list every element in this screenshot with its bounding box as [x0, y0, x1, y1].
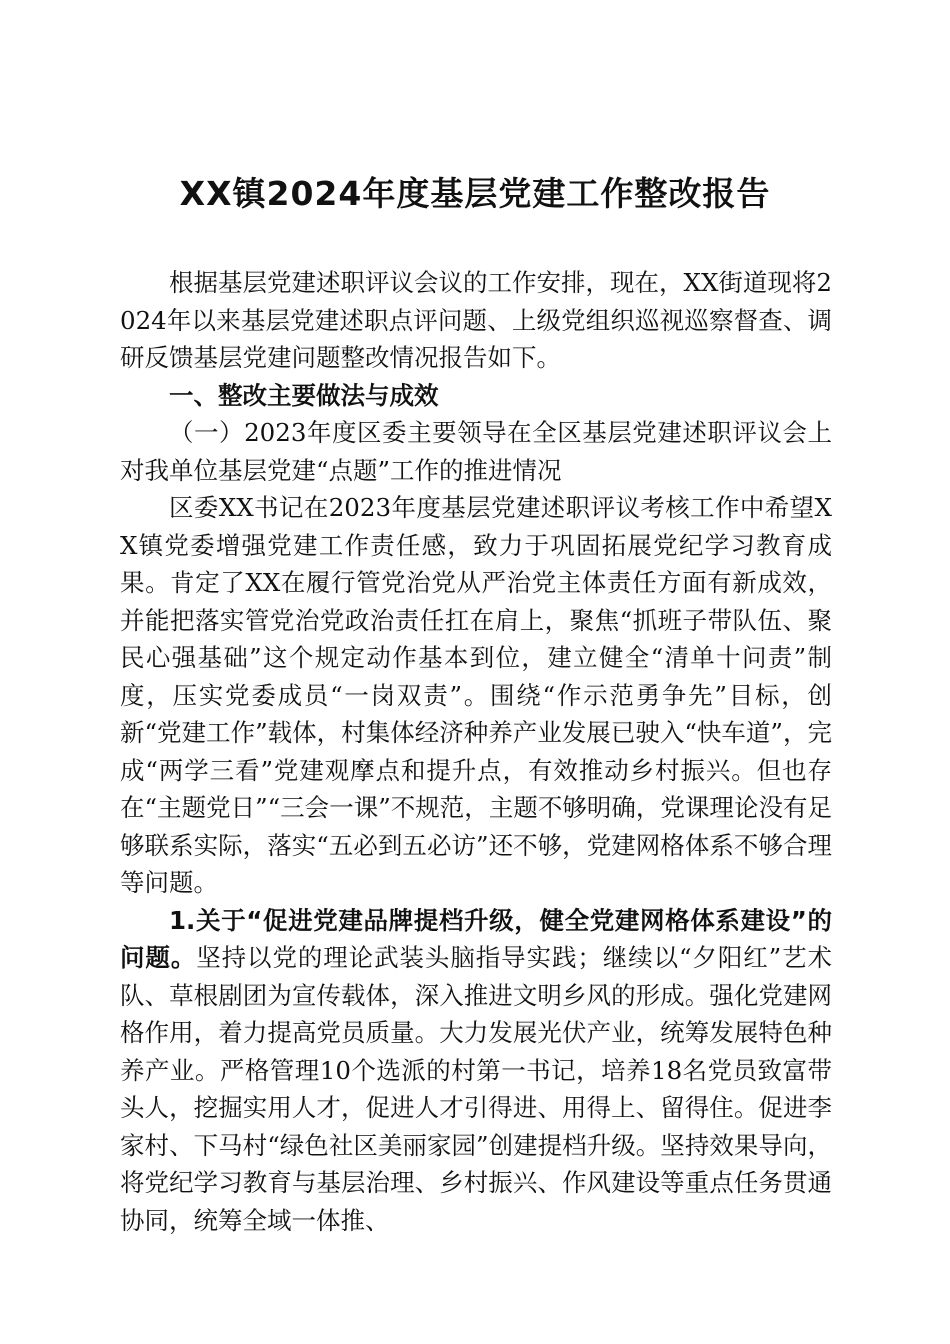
body-paragraph: 区委XX书记在2023年度基层党建述职评议考核工作中希望XX镇党委增强党建工作责任感，致力于巩固拓展党纪学习教育成果。肯定了XX在履行管党治党从严治党主体责任方面有新成效，并能把落实管党治党政治责任扛在肩上，聚焦“抓班子带队伍、聚民心强基础”这个规定动作基本到位，建立健全“清单十问责”制度，压实党委成员“一岗双责”。围绕“作示范勇争先”目标，创新“党建工作”载体，村集体经济种养产业发展已驶入“快车道”，完成“两学三看”党建观摩点和提升点，有效推动乡村振兴。但也存在“主题党日”“三会一课”不规范，主题不够明确，党课理论没有足够联系实际，落实“五必到五必访”还不够，党建网格体系不够合理等问题。 [120, 493, 832, 897]
document-title: XX镇2024年度基层党建工作整改报告 [179, 174, 771, 213]
item-body: 坚持以党的理论武装头脑指导实践；继续以“夕阳红”艺术队、草根剧团为宣传载体，深入推进文明乡风的形成。强化党建网格作用，着力提高党员质量。大力发展光伏产业，统筹发展特色种养产业。严格管理10个选派的村第一书记，培养18名党员致富带头人，挖掘实用人才，促进人才引得进、用得上、留得住。促进李家村、下马村“绿色社区美丽家园”创建提档升级。坚持效果导向，将党纪学习教育与基层治理、乡村振兴、作风建设等重点任务贯通协同，统筹全域一体推、 [120, 943, 832, 1235]
item-lead: 1.关于“促进党建品牌提档升级，健全党建网格体系建设”的问题。 [120, 905, 832, 972]
subsection-heading: （一）2023年度区委主要领导在全区基层党建述职评议会上对我单位基层党建“点题”工作的推进情况 [120, 418, 832, 485]
item-paragraph [120, 902, 832, 1240]
section-heading: 一、整改主要做法与成效 [169, 380, 439, 410]
intro-paragraph: 根据基层党建述职评议会议的工作安排，现在，XX街道现将2024年以来基层党建述职点评问题、上级党组织巡视巡察督查、调研反馈基层党建问题整改情况报告如下。 [120, 268, 832, 372]
document-body [120, 264, 832, 1239]
